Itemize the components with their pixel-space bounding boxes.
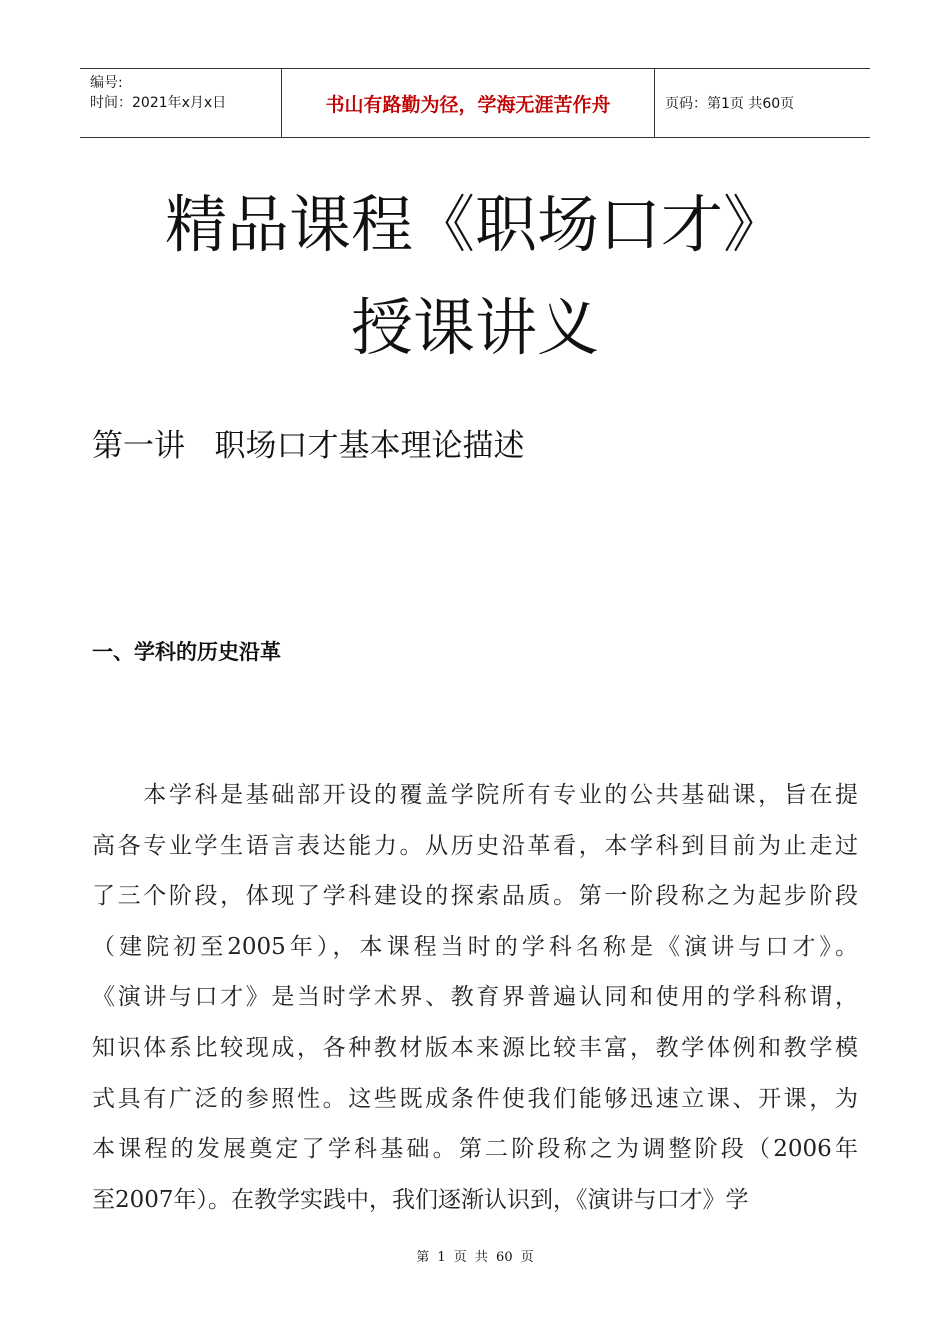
lecture-heading: 第一讲 职场口才基本理论描述 (92, 428, 525, 464)
document-title-line1: 精品课程《职场口才》 (164, 188, 785, 261)
body-line: 《演讲与口才》是当时学术界、教育界普遍认同和使用的学科称谓， (92, 984, 858, 1011)
body-line: 高各专业学生语言表达能力。从历史沿革看，本学科到目前为止走过 (92, 832, 858, 859)
page-footer: 第 1 页 共 60 页 (416, 1250, 534, 1265)
body-line: 至2007年）。在教学实践中，我们逐渐认识到，《演讲与口才》学 (92, 1186, 749, 1213)
number-label: 编号: (90, 75, 123, 91)
header-motto: 书山有路勤为径，学海无涯苦作舟 (281, 69, 655, 137)
body-line: 本课程的发展奠定了学科基础。第二阶段称之为调整阶段（2006年 (92, 1136, 858, 1163)
body-line: 了三个阶段，体现了学科建设的探索品质。第一阶段称之为起步阶段 (92, 883, 858, 910)
section-heading: 一、学科的历史沿革 (92, 640, 281, 664)
page-header (80, 68, 870, 138)
body-line: （建院初至2005年），本课程当时的学科名称是《演讲与口才》。 (92, 933, 858, 960)
time-label: 时间：2021年x月x日 (90, 95, 227, 111)
header-page-info: 页码：第1页 共60页 (665, 96, 795, 112)
document-title-line2: 授课讲义 (350, 291, 599, 364)
body-paragraph (92, 770, 858, 1225)
body-line: 式具有广泛的参照性。这些既成条件使我们能够迅速立课、开课，为 (92, 1085, 858, 1112)
body-line: 本学科是基础部开设的覆盖学院所有专业的公共基础课，旨在提 (92, 782, 858, 808)
header-meta (80, 69, 281, 137)
body-line: 知识体系比较现成，各种教材版本来源比较丰富，教学体例和教学模 (92, 1034, 858, 1061)
